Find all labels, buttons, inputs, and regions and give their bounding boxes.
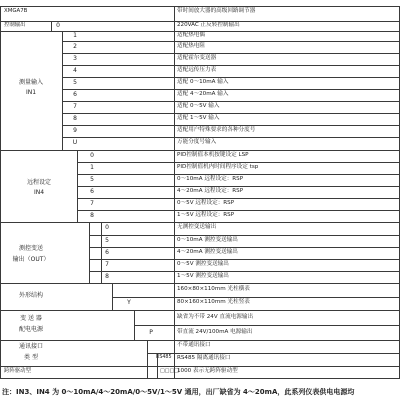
model-description: 带时间放大器的高级回路调节器	[177, 8, 256, 14]
option-description: 不带通讯接口	[177, 342, 211, 348]
rule	[77, 186, 400, 187]
rule	[0, 310, 400, 311]
option-description: 0～10mA 测控变送输出	[177, 237, 238, 243]
section-label-transmit-output: 测控变送	[18, 245, 43, 252]
rule	[134, 310, 135, 340]
option-code: □□□□	[160, 368, 179, 374]
rule	[0, 6, 1, 378]
option-code: RS485	[156, 355, 172, 360]
option-code: 5	[105, 237, 109, 244]
option-description: 无测控变送输出	[177, 224, 217, 230]
option-description: 适配热电阻	[177, 43, 205, 49]
rule	[0, 378, 400, 379]
rule	[0, 222, 400, 223]
option-description: PID控制值机内时间程序设定 tsp	[177, 164, 259, 170]
option-code: 0	[90, 152, 94, 159]
option-description: 1～5V 测控变送输出	[177, 273, 229, 279]
option-code: 6	[73, 91, 77, 98]
rule	[0, 366, 400, 367]
option-code: 6	[105, 249, 109, 256]
section-label-measurement-input: 测量输入	[18, 79, 43, 86]
option-description: 适配远传压力表	[177, 67, 217, 73]
option-description: RS485 隔离通讯接口	[177, 355, 231, 361]
rule	[89, 222, 90, 283]
option-code: 0	[56, 22, 60, 29]
footnote: 注：IN3、IN4 为 0～10mA/4～20mA/0～5V/1～5V 通用，出厂缺省为 4～20mA，此系列仪表供电电源均	[2, 388, 355, 396]
option-description: 适配用户特殊要求的各种分度号	[177, 127, 256, 133]
rule	[62, 125, 400, 126]
rule	[77, 162, 400, 163]
option-description: 带直流 24V/100mA 电源输出	[177, 329, 253, 335]
rule	[62, 65, 400, 66]
rule	[174, 6, 175, 378]
rule	[112, 297, 400, 298]
rule	[112, 283, 113, 310]
rule	[62, 31, 63, 150]
section-label-pid-ptr: 跨阵驱动型	[4, 368, 31, 374]
option-description: 0～5V 测控变送输出	[177, 261, 229, 267]
option-description: PID控制值本机按键设定 LSP	[177, 152, 249, 158]
rule	[0, 150, 400, 151]
option-description: 4～20mA 远程设定：RSP	[177, 188, 244, 194]
option-description: 0～5V 远程设定：RSP	[177, 200, 235, 206]
rule	[147, 340, 148, 378]
option-code: 0	[105, 224, 109, 231]
option-code: 2	[73, 43, 77, 50]
section-label-comm: 通讯接口	[18, 343, 43, 350]
option-code: U	[72, 139, 78, 146]
option-code: 1	[90, 164, 94, 171]
option-description: 缺省为不带 24V 直流电源输出	[177, 314, 254, 320]
rule	[0, 6, 400, 7]
option-description: 80×160×110mm 光柱竖表	[177, 299, 250, 305]
section-label-dimensions: 外形结构	[18, 292, 43, 299]
section-label-control-output: 控制输出	[4, 22, 26, 28]
rule	[77, 198, 400, 199]
option-description: 160×80×110mm 光柱横表	[177, 286, 250, 292]
option-code: P	[149, 329, 153, 336]
rule	[89, 235, 400, 236]
rule	[62, 41, 400, 42]
option-code: 7	[90, 200, 94, 207]
option-description: 适配 0～10mA 输入	[177, 79, 229, 85]
rule	[62, 137, 400, 138]
option-description: 1000 表示无跨阵驱动型	[177, 368, 238, 374]
option-description: 1～5V 远程设定：RSP	[177, 212, 235, 218]
rule	[62, 89, 400, 90]
rule	[77, 174, 400, 175]
option-description: 适配 4～20mA 输入	[177, 91, 229, 97]
rule	[89, 259, 400, 260]
option-description: 0～10mA 远程设定：RSP	[177, 176, 244, 182]
option-code: 8	[90, 212, 94, 219]
rule	[62, 101, 400, 102]
rule	[77, 210, 400, 211]
section-label-transmit-output-sub: 输出（OUT）	[12, 256, 50, 263]
option-code: 3	[73, 55, 77, 62]
rule	[0, 340, 400, 341]
section-label-measurement-input-sub: IN1	[25, 89, 37, 96]
option-code: 8	[105, 273, 109, 280]
option-code: 1	[73, 32, 77, 39]
option-description: 220VAC 正反转控制输出	[177, 22, 240, 28]
option-description: 适配 1～5V 输入	[177, 115, 220, 121]
option-code: 5	[90, 176, 94, 183]
option-code: 7	[105, 261, 109, 268]
rule	[89, 271, 400, 272]
model-code: XMGA7B	[4, 8, 28, 14]
option-code: 6	[90, 188, 94, 195]
section-label-remote-setpoint: 远程设定	[26, 179, 51, 186]
section-label-comm-sub: 类 型	[24, 354, 38, 361]
section-label-transmitter-power-sub: 配电电源	[18, 326, 43, 333]
option-code: 8	[73, 115, 77, 122]
option-code: 9	[73, 127, 77, 134]
rule	[62, 53, 400, 54]
option-code: 4	[73, 67, 77, 74]
rule	[62, 113, 400, 114]
section-label-transmitter-power: 变 送 器	[20, 315, 42, 322]
rule	[89, 247, 400, 248]
option-description: 适配霍尔变送器	[177, 55, 217, 61]
option-description: 万能分度号输入	[177, 139, 217, 145]
rule	[62, 77, 400, 78]
rule	[0, 283, 400, 284]
option-description: 4～20mA 测控变送输出	[177, 249, 238, 255]
option-code: Y	[127, 299, 131, 306]
option-description: 适配热电偶	[177, 32, 205, 38]
option-description: 适配 0～5V 输入	[177, 103, 220, 109]
option-code: 5	[73, 79, 77, 86]
section-label-remote-setpoint-sub: IN4	[33, 189, 45, 196]
option-code: 7	[73, 103, 77, 110]
rule	[77, 150, 78, 222]
rule	[147, 353, 400, 354]
